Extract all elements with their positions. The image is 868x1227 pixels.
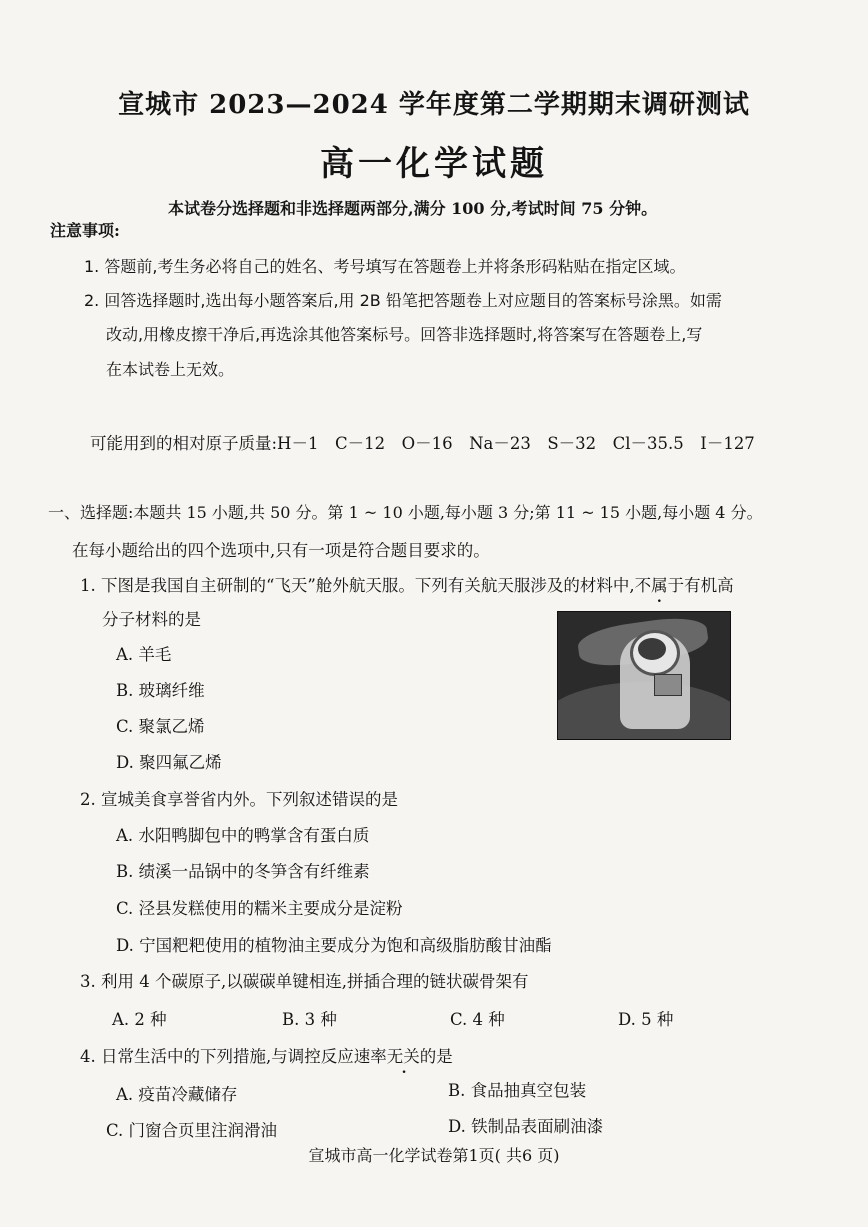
question-2-stem: 2. 宣城美食享誉省内外。下列叙述错误的是	[80, 790, 398, 809]
question-3-stem: 3. 利用 4 个碳原子,以碳碳单键相连,拼插合理的链状碳骨架有	[80, 972, 529, 991]
question-1-stem-cont: 分子材料的是	[102, 610, 201, 629]
question-4-option-b[interactable]: B. 食品抽真空包装	[448, 1081, 587, 1100]
notice-item-2-cont: 改动,用橡皮擦干净后,再选涂其他答案标号。回答非选择题时,将答案写在答题卷上,写	[106, 325, 703, 344]
question-4-option-a[interactable]: A. 疫苗冷藏储存	[116, 1085, 238, 1104]
page-footer: 宣城市高一化学试卷第1页( 共6 页)	[308, 1146, 560, 1165]
notice-item-2: 2. 回答选择题时,选出每小题答案后,用 2B 铅笔把答题卷上对应题目的答案标号涂黑。如需	[84, 291, 722, 310]
question-4-emphasis: 无关	[386, 1047, 420, 1066]
question-4-option-c[interactable]: C. 门窗合页里注润滑油	[106, 1121, 278, 1140]
question-4-stem-end: 的是	[419, 1047, 453, 1066]
question-1-stem	[80, 572, 734, 596]
exam-title: 宣城市 2023—2024 学年度第二学期期末调研测试	[118, 90, 750, 120]
section-instruction: 在每小题给出的四个选项中,只有一项是符合题目要求的。	[72, 541, 490, 560]
spacesuit-photo	[557, 611, 731, 740]
notice-heading: 注意事项:	[50, 221, 120, 240]
question-1-option-c[interactable]: C. 聚氯乙烯	[116, 717, 205, 736]
subject-title: 高一化学试题	[320, 144, 548, 184]
notice-item-1: 1. 答题前,考生务必将自己的姓名、考号填写在答题卷上并将条形码粘贴在指定区域。	[84, 257, 686, 276]
question-1-stem-end: 有机高	[684, 576, 734, 595]
question-3-option-c[interactable]: C. 4 种	[450, 1010, 505, 1029]
question-2-option-d[interactable]: D. 宁国粑粑使用的植物油主要成分为饱和高级脂肪酸甘油酯	[116, 936, 552, 955]
notice-item-2-end: 在本试卷上无效。	[106, 360, 235, 379]
question-4-stem-part: 4. 日常生活中的下列措施,与调控反应速率	[80, 1047, 387, 1066]
question-4-stem	[80, 1043, 453, 1067]
question-1-emphasis: 不属于	[634, 576, 685, 595]
section-heading: 一、选择题:本题共 15 小题,共 50 分。第 1 ~ 10 小题,每小题 3 分;第 11 ~ 15 小题,每小题 4 分。	[48, 503, 763, 522]
question-2-option-c[interactable]: C. 泾县发糕使用的糯米主要成分是淀粉	[116, 899, 403, 918]
question-2-option-b[interactable]: B. 绩溪一品锅中的冬笋含有纤维素	[116, 862, 370, 881]
question-3-option-d[interactable]: D. 5 种	[618, 1010, 674, 1029]
question-2-option-a[interactable]: A. 水阳鸭脚包中的鸭掌含有蛋白质	[116, 826, 370, 845]
question-4-option-d[interactable]: D. 铁制品表面刷油漆	[448, 1117, 604, 1136]
question-3-option-a[interactable]: A. 2 种	[112, 1010, 167, 1029]
atomic-masses: 可能用到的相对原子质量:H－1 C－12 O－16 Na－23 S－32 Cl－35.5 I－127	[90, 434, 755, 453]
question-3-option-b[interactable]: B. 3 种	[282, 1010, 337, 1029]
question-1-option-d[interactable]: D. 聚四氟乙烯	[116, 753, 222, 772]
question-1-stem-part: 1. 下图是我国自主研制的“飞天”舱外航天服。下列有关航天服涉及的材料中,	[80, 576, 635, 595]
question-1-option-a[interactable]: A. 羊毛	[116, 645, 172, 664]
question-1-option-b[interactable]: B. 玻璃纤维	[116, 681, 205, 700]
exam-intro: 本试卷分选择题和非选择题两部分,满分 100 分,考试时间 75 分钟。	[168, 199, 658, 218]
